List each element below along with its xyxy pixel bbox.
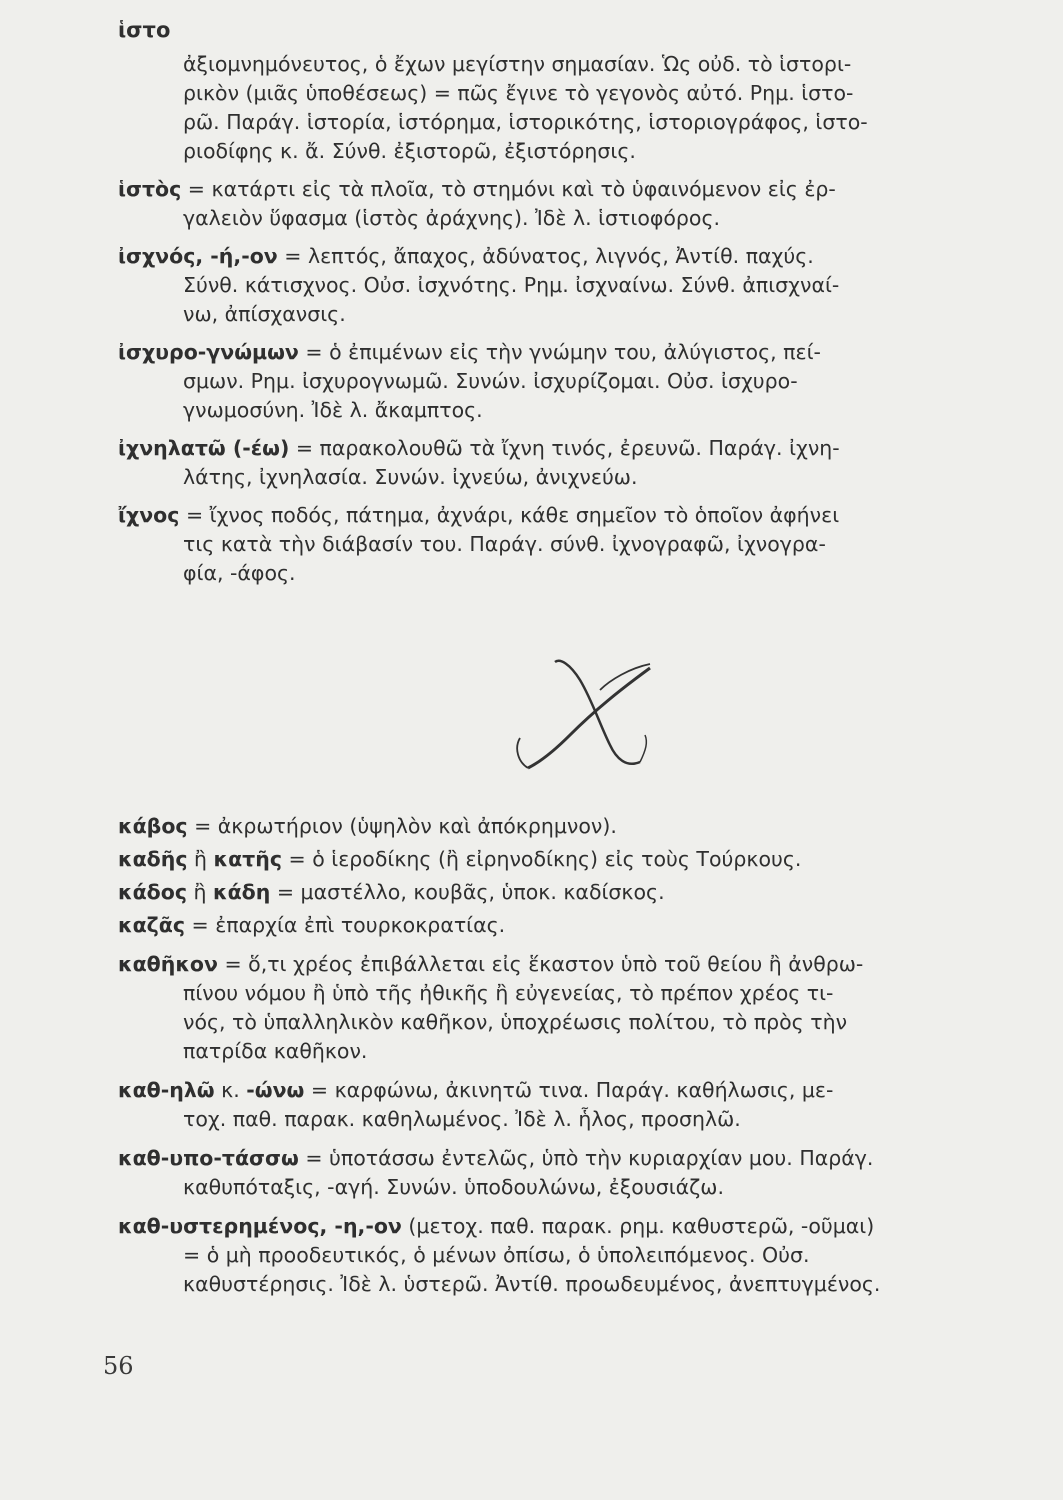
entry-definition: = κατάρτι εἰς τὰ πλοῖα, τὸ στημόνι καὶ τὸ ὑφαινόμενον εἰς ἐρ-	[181, 177, 836, 201]
entry-continuation-line: καθυστέρησις. Ἰδὲ λ. ὑστερῶ. Ἀντίθ. προωδευμένος, ἀνεπτυγμένος.	[183, 1272, 881, 1296]
dictionary-entry	[118, 878, 1048, 907]
entry-first-line	[118, 501, 1046, 530]
entry-headword: καθ-υπο-τάσσω	[118, 1146, 299, 1170]
entry-first-line	[118, 845, 1048, 874]
entry-continuation-line: ριοδίφης κ. ἄ. Σύνθ. ἐξιστορῶ, ἐξιστόρησις.	[183, 139, 636, 163]
dictionary-entry	[118, 812, 1048, 841]
entry-definition: = παρακολουθῶ τὰ ἴχνη τινός, ἐρευνῶ. Παράγ. ἰχνη-	[289, 436, 840, 460]
entry-headword: καθ-ηλῶ	[118, 1078, 215, 1102]
entry-continuation-line: σμων. Ρημ. ἰσχυρογνωμῶ. Συνών. ἰσχυρίζομαι. Οὐσ. ἰσχυρο-	[183, 369, 798, 393]
entry-headword: καζᾶς	[118, 913, 185, 937]
dictionary-entry	[118, 1212, 1048, 1299]
entry-connector: κ.	[214, 1078, 247, 1102]
page-number: 56	[103, 1352, 134, 1380]
entry-first-line	[118, 1212, 1048, 1241]
entry-first-line	[118, 242, 1046, 271]
entry-continuation-line: τις κατὰ τὴν διάβασίν του. Παράγ. σύνθ. ἰχνογραφῶ, ἰχνογρα-	[183, 532, 826, 556]
entry-continuation-line: ἀξιομνημόνευτος, ὁ ἔχων μεγίστην σημασίαν. Ὡς οὐδ. τὸ ἱστορι-	[183, 52, 852, 76]
entry-continuation-line: ρῶ. Παράγ. ἱστορία, ἱστόρημα, ἱστορικότης, ἱστοριογράφος, ἱστο-	[183, 110, 868, 134]
entry-headword: καδῆς	[118, 847, 188, 871]
entry-continuation-line: φία, -άφος.	[183, 561, 296, 585]
entry-continuation-line: τοχ. παθ. παρακ. καθηλωμένος. Ἰδὲ λ. ἧλος, προσηλῶ.	[183, 1107, 741, 1131]
entry-continuation-line: Σύνθ. κάτισχνος. Οὐσ. ἰσχνότης. Ρημ. ἰσχναίνω. Σύνθ. ἀπισχναί-	[183, 273, 840, 297]
entry-first-line	[118, 1144, 1048, 1173]
entry-continuation-line: καθυπόταξις, -αγή. Συνών. ὑποδουλώνω, ἐξουσιάζω.	[183, 1175, 724, 1199]
dictionary-entry	[118, 911, 1048, 940]
dictionary-entry	[118, 845, 1048, 874]
entries-top	[118, 50, 1046, 597]
dictionary-entry	[118, 242, 1046, 329]
entry-definition: = ὁ ἱεροδίκης (ἢ εἰρηνοδίκης) εἰς τοὺς Τούρκους.	[282, 847, 802, 871]
entry-definition: = καρφώνω, ἀκινητῶ τινα. Παράγ. καθήλωσις, με-	[304, 1078, 834, 1102]
entry-definition: = μαστέλλο, κουβᾶς, ὑποκ. καδίσκος.	[270, 880, 665, 904]
dictionary-entry	[118, 501, 1046, 588]
entry-first-line	[118, 434, 1046, 463]
entry-definition: = ἀκρωτήριον (ὑψηλὸν καὶ ἀπόκρημνον).	[187, 814, 617, 838]
entry-definition: = ἐπαρχία ἐπὶ τουρκοκρατίας.	[185, 913, 506, 937]
entry-continuation-line: γαλειὸν ὕφασμα (ἱστὸς ἀράχνης). Ἰδὲ λ. ἱστιοφόρος.	[183, 206, 721, 230]
entry-continuation-line: λάτης, ἰχνηλασία. Συνών. ἰχνεύω, ἀνιχνεύω.	[183, 465, 638, 489]
entry-headword-variant: κάδη	[213, 880, 271, 904]
entry-headword: ἰσχυρο-γνώμων	[118, 340, 299, 364]
entry-headword: ἱστὸς	[118, 177, 182, 201]
entry-headword-variant: κατῆς	[213, 847, 282, 871]
entry-headword: κάβος	[118, 814, 188, 838]
entry-definition: = ὑποτάσσω ἐντελῶς, ὑπὸ τὴν κυριαρχίαν μου. Παράγ.	[298, 1146, 874, 1170]
entry-first-line	[118, 1076, 1048, 1105]
entry-continuation-line: = ὁ μὴ προοδευτικός, ὁ μένων ὀπίσω, ὁ ὑπολειπόμενος. Οὐσ.	[183, 1243, 810, 1267]
entry-continuation-line: νός, τὸ ὑπαλληλικὸν καθῆκον, ὑποχρέωσις πολίτου, τὸ πρὸς τὴν	[183, 1010, 848, 1034]
entry-headword: κάδος	[118, 880, 187, 904]
entry-headword: καθ-υστερημένος, -η,-ον	[118, 1214, 402, 1238]
dictionary-entry	[118, 1144, 1048, 1202]
entry-definition: = ἴχνος ποδός, πάτημα, ἀχνάρι, κάθε σημεῖον τὸ ὁποῖον ἀφήνει	[179, 503, 840, 527]
entries-k	[118, 812, 1048, 1309]
entry-continuation-line: πίνου νόμου ἢ ὑπὸ τῆς ἠθικῆς ἢ εὐγενείας, τὸ πρέπον χρέος τι-	[183, 981, 834, 1005]
entry-first-line	[118, 338, 1046, 367]
dictionary-entry	[118, 175, 1046, 233]
entry-headword-variant: -ώνω	[246, 1078, 305, 1102]
dictionary-entry	[118, 50, 1046, 166]
entry-headword: ἰσχνός, -ή,-ον	[118, 244, 278, 268]
entry-connector: ἢ	[186, 880, 213, 904]
entry-connector: ἢ	[187, 847, 214, 871]
entry-definition: = ὅ,τι χρέος ἐπιβάλλεται εἰς ἕκαστον ὑπὸ τοῦ θείου ἢ ἀνθρω-	[217, 952, 864, 976]
entry-first-line	[118, 878, 1048, 907]
dictionary-entry	[118, 1076, 1048, 1134]
entry-first-line	[118, 175, 1046, 204]
letter-k-ornament	[500, 650, 660, 780]
entry-definition: = λεπτός, ἄπαχος, ἀδύνατος, λιγνός, Ἀντίθ. παχύς.	[277, 244, 814, 268]
entry-continuation-line: ρικὸν (μιᾶς ὑποθέσεως) = πῶς ἔγινε τὸ γεγονὸς αὐτό. Ρημ. ἱστο-	[183, 81, 854, 105]
entry-continuation-line: νω, ἀπίσχανσις.	[183, 302, 346, 326]
entry-first-line	[118, 950, 1048, 979]
running-head: ἱστο	[118, 18, 171, 42]
entry-definition: = ὁ ἐπιμένων εἰς τὴν γνώμην του, ἀλύγιστος, πεί-	[298, 340, 821, 364]
dictionary-entry	[118, 434, 1046, 492]
dictionary-entry	[118, 338, 1046, 425]
dictionary-entry	[118, 950, 1048, 1066]
entry-continuation-line: πατρίδα καθῆκον.	[183, 1039, 368, 1063]
entry-definition: (μετοχ. παθ. παρακ. ρημ. καθυστερῶ, -οῦμαι)	[401, 1214, 875, 1238]
entry-first-line	[118, 911, 1048, 940]
entry-first-line	[118, 812, 1048, 841]
entry-headword: καθῆκον	[118, 952, 218, 976]
entry-continuation-line: γνωμοσύνη. Ἰδὲ λ. ἄκαμπτος.	[183, 398, 483, 422]
entry-headword: ἴχνος	[118, 503, 180, 527]
entry-headword: ἰχνηλατῶ (-έω)	[118, 436, 290, 460]
